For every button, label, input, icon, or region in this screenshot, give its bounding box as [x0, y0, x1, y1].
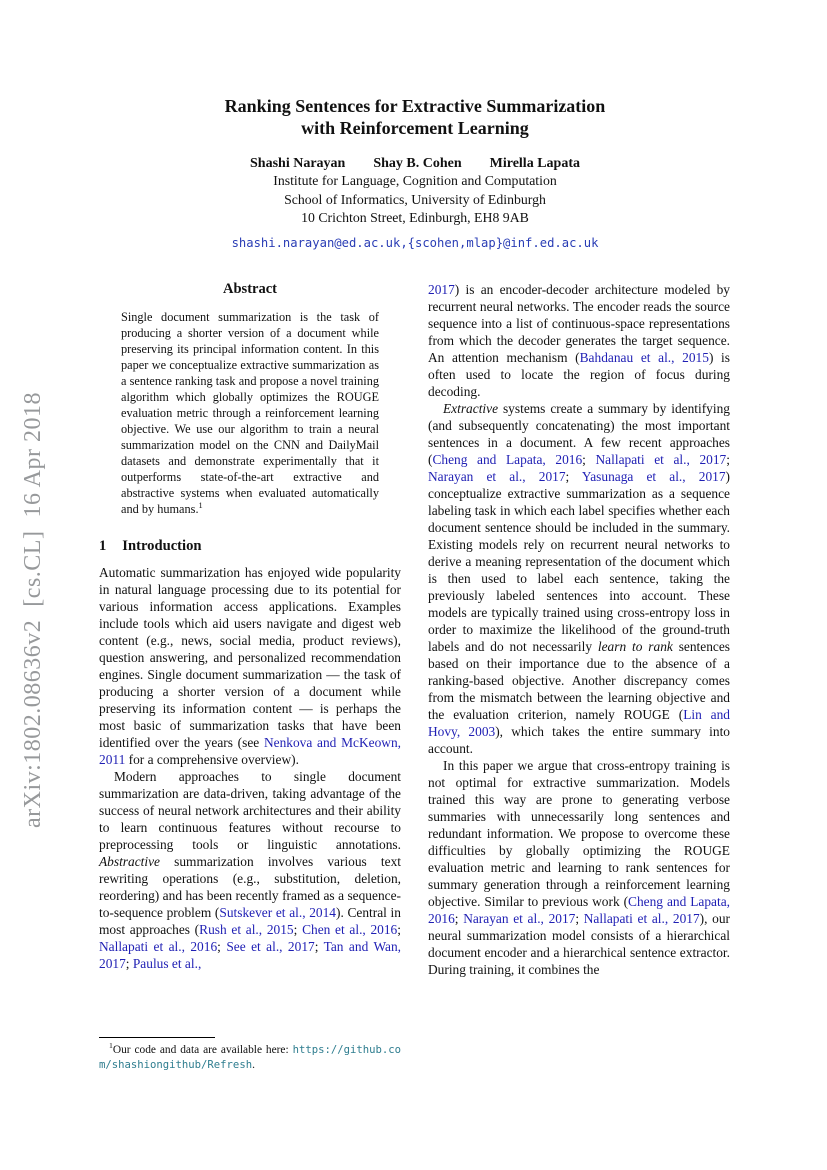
column-right [428, 281, 730, 978]
body-text: In this paper we argue that cross-entropy training is not optimal for extractive summarization. Models trained this way are prone to generating verbose summaries with unnecessarily long sentences and redundant information. We propose to overcome these difficulties by globally optimizing the ROUGE evaluation metric and learning to rank sentences for summary generation through a reinforcement learning objective. Similar to previous work ( [428, 758, 730, 909]
body-text: systems create a summary by identifying (and subsequently concatenating) the most important sentences in a document. A few recent approaches ( [428, 401, 730, 467]
body-text: ; [293, 922, 303, 937]
body-text: sentences based on their importance due to the absence of a ranking-based objective. Another discrepancy comes from the mismatch between the learning objective and the evaluation criterion, namely ROUGE ( [428, 639, 730, 722]
citation-link[interactable]: Narayan et al., 2017 [463, 911, 576, 926]
body-text: ; [575, 911, 584, 926]
author-name-3: Mirella Lapata [489, 156, 580, 171]
affiliation-line-3: 10 Crichton Street, Edinburgh, EH8 9AB [301, 210, 529, 225]
body-text: Single document summarization is the task of producing a shorter version of a document while preserving its principal information content. In this paper we conceptualize extractive summarization as a sentence ranking task and propose a novel training algorithm which globally optimizes the ROUGE evaluation metric through a reinforcement learning objective. We use our algorithm to train a neural summarization model on the CNN and DailyMail datasets and demonstrate experimentally that it outperforms state-of-the-art extractive and abstractive systems when evaluated automatically and by humans. [121, 310, 379, 516]
citation-link[interactable]: Bahdanau et al., 2015 [579, 350, 709, 365]
title-line-1: Ranking Sentences for Extractive Summarization [224, 96, 606, 116]
body-text: ) is an encoder-decoder architecture modeled by recurrent neural networks. The encoder reads the source sequence into a list of continuous-space representations from which the decoder generates the target sequence. An attention mechanism ( [428, 282, 730, 365]
body-text: ) conceptualize extractive summarization as a sequence labeling task in which each label specifies whether each document sentence should be included in the summary. Existing models rely on recurrent neural networks to derive a meaning representation of the document which is then used to label each sentence, taking the previously labeled sentences into account. These models are typically trained using cross-entropy loss in order to maximize the likelihood of the ground-truth labels and do not necessarily [428, 469, 730, 654]
body-text: ; [397, 922, 401, 937]
body-text: ). Central in most approaches ( [99, 905, 401, 937]
body-text: ), our neural summarization model consists of a hierarchical document encoder and a hierarchical sentence extractor. During training, it combines the [428, 911, 730, 977]
citation-link[interactable]: Tan and Wan, 2017 [99, 939, 401, 971]
citation-link[interactable]: Rush et al., 2015 [199, 922, 294, 937]
paragraph-intro-2 [99, 768, 401, 972]
citation-link[interactable]: 2017 [428, 282, 455, 297]
citation-link[interactable]: Paulus et al., [132, 956, 202, 971]
paragraph-intro-5 [428, 757, 730, 978]
authors-line [99, 156, 731, 172]
author-emails-link[interactable]: shashi.narayan@ed.ac.uk,{scohen,mlap}@inf.ed.ac.uk [231, 235, 599, 250]
citation-link[interactable]: Nenkova and McKeown, 2011 [99, 735, 401, 767]
citation-link[interactable]: Nallapati et al., 2016 [99, 939, 218, 954]
italic-text: Abstractive [99, 854, 160, 869]
author-name-1: Shashi Narayan [250, 156, 346, 171]
citation-link[interactable]: Nallapati et al., 2017 [583, 911, 700, 926]
body-text: ; [582, 452, 596, 467]
section-number: 1 [99, 538, 107, 554]
column-left [99, 281, 401, 978]
citation-link[interactable]: Cheng and Lapata, 2016 [428, 894, 730, 926]
title-line-2: with Reinforcement Learning [301, 118, 529, 138]
footnote-marker: 1 [198, 500, 203, 510]
body-text: ), which takes the entire summary into account. [428, 724, 730, 756]
citation-link[interactable]: Chen et al., 2016 [302, 922, 398, 937]
body-text: ) is often used to locate the region of focus during decoding. [428, 350, 730, 399]
author-name-2: Shay B. Cohen [373, 156, 462, 171]
body-text: . [252, 1058, 255, 1071]
body-text: ; [125, 956, 133, 971]
body-text: for a comprehensive overview). [125, 752, 299, 767]
two-column-body [99, 281, 731, 978]
affiliation-line-1: Institute for Language, Cognition and Computation [273, 173, 557, 188]
body-text: ; [726, 452, 730, 467]
body-text: Modern approaches to single document summarization are data-driven, taking advantage of the success of neural network architectures and their ability to learn continuous features without recourse to preprocessing tools or linguistic annotations. [99, 769, 401, 852]
abstract-text [121, 309, 379, 517]
italic-text: learn to rank [597, 639, 673, 654]
citation-link[interactable]: Narayan et al., 2017 [428, 469, 566, 484]
citation-link[interactable]: Nallapati et al., 2017 [595, 452, 727, 467]
paragraph-intro-3 [428, 281, 730, 400]
affiliation-line-2: School of Informatics, University of Edinburgh [284, 191, 546, 207]
paper-header [99, 95, 731, 250]
body-text: ; [565, 469, 582, 484]
body-text: ; [454, 911, 464, 926]
abstract-heading: Abstract [223, 281, 277, 297]
citation-link[interactable]: See et al., 2017 [226, 939, 315, 954]
citation-link[interactable]: Yasunaga et al., 2017 [581, 469, 726, 484]
footnote-separator [99, 1037, 215, 1038]
abstract-section [99, 281, 401, 517]
section-title: Introduction [122, 538, 202, 554]
italic-text: Extractive [443, 401, 499, 416]
body-text: Our code and data are available here: [112, 1044, 293, 1056]
paper-title [99, 95, 731, 139]
arxiv-watermark: arXiv:1802.08636v2 [cs.CL] 16 Apr 2018 [20, 392, 46, 828]
footnote-text [99, 1043, 401, 1072]
url-link[interactable]: https://github.com/shashiongithub/Refresh [99, 1044, 401, 1071]
citation-link[interactable]: Sutskever et al., 2014 [219, 905, 336, 920]
body-text: ; [314, 939, 324, 954]
footnote-marker: 1 [109, 1041, 113, 1051]
citation-link[interactable]: Cheng and Lapata, 2016 [432, 452, 583, 467]
footnote [99, 1037, 401, 1072]
paragraph-intro-4 [428, 400, 730, 757]
citation-link[interactable]: Lin and Hovy, 2003 [428, 707, 730, 739]
body-text: summarization involves various text rewriting operations (e.g., substitution, deletion, reordering) and has been recently framed as a sequence-to-sequence problem ( [99, 854, 401, 920]
section-heading-introduction [99, 538, 401, 555]
paragraph-intro-1 [99, 564, 401, 768]
body-text: ; [217, 939, 227, 954]
body-text: Automatic summarization has enjoyed wide popularity in natural language processing due to its potential for various information access applications. Examples include tools which aid users navigate and digest web content (e.g., news, social media, product reviews), question answering, and personalized recommendation engines. Single document summarization — the task of producing a shorter version of a document while preserving its information content — is perhaps the most basic of summarization tasks that have been identified over the years (see [99, 565, 401, 750]
